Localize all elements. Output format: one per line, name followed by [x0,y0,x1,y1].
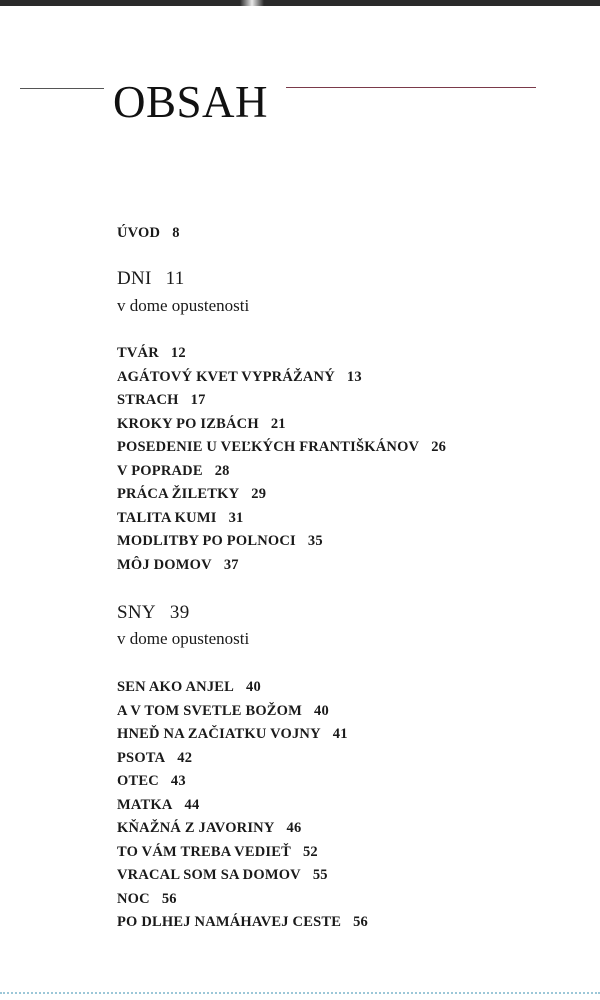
toc-entry-page: 35 [307,533,323,549]
toc-entry-label: HNEĎ NA ZAČIATKU VOJNY [117,726,321,742]
toc-entry [117,798,199,813]
toc-entry-label: TO VÁM TREBA VEDIEŤ [117,843,291,860]
section-subtitle: v dome opustenosti [117,629,250,648]
toc-entry [117,440,446,455]
toc-entry-label: PO DLHEJ NAMÁHAVEJ CESTE [117,914,342,930]
toc-entry [117,370,362,385]
toc-entry [117,487,266,502]
toc-entry-intro [117,226,180,241]
toc-entry-page: 44 [184,796,200,813]
toc-entry [117,774,186,789]
toc-entry-page: 40 [246,679,261,695]
toc-entry-label: POSEDENIE U VEĽKÝCH FRANTIŠKÁNOV [117,439,420,455]
section-label: DNI [117,268,152,289]
section-label: SNY [117,602,156,623]
toc-entry-page: 56 [161,890,177,907]
toc-entry [117,346,186,361]
toc-entry [117,393,206,408]
toc-entry-label: AGÁTOVÝ KVET VYPRÁŽANÝ [117,368,335,385]
toc-entry [117,821,301,836]
toc-entry-page: 13 [346,368,362,385]
title-rule-right [286,87,536,88]
toc-entry-page: 46 [286,820,302,836]
toc-entry-page: 28 [214,462,230,479]
toc-entry [117,727,348,742]
toc-entry-page: 42 [177,749,193,766]
toc-entry-label: V POPRADE [117,462,203,479]
toc-entry [117,511,243,526]
toc-entry-page: 26 [431,439,447,455]
toc-entry-page: 56 [353,914,368,930]
toc-entry [117,558,239,573]
toc-entry [117,680,261,695]
toc-entry [117,892,177,907]
title-rule-left [20,88,104,89]
toc-entry-label: PSOTA [117,749,166,766]
toc-entry-label: TALITA KUMI [117,509,217,526]
toc-entry-label: ÚVOD [117,225,161,241]
toc-entry-page: 40 [314,702,329,719]
toc-entry-page: 43 [170,773,186,789]
toc-entry [117,464,230,479]
section-subtitle: v dome opustenosti [117,296,250,315]
bottom-edge-line [0,992,600,994]
toc-entry-page: 21 [270,415,286,432]
toc-entry-page: 31 [228,509,244,526]
page-title: OBSAH [113,77,269,127]
toc-entry-label: MÔJ DOMOV [117,556,212,573]
toc-entry-page: 52 [302,843,318,860]
toc-entry [117,868,328,883]
toc-entry [117,915,368,930]
toc-entry-page: 37 [223,556,239,573]
toc-entry-page: 55 [312,867,328,883]
toc-entry-page: 8 [172,225,180,241]
toc-entry [117,534,323,549]
toc-entry-label: MODLITBY PO POLNOCI [117,533,296,549]
toc-entry-page: 17 [190,392,206,408]
toc-entry-page: 12 [170,345,186,361]
toc-entry [117,417,286,432]
toc-entry-label: MATKA [117,796,173,813]
toc-entry-label: KŇAŽNÁ Z JAVORINY [117,820,275,836]
toc-entry-label: NOC [117,890,150,907]
toc-entry-label: VRACAL SOM SA DOMOV [117,867,301,883]
section-page: 39 [169,602,190,623]
toc-entry-label: STRACH [117,392,179,408]
toc-entry-label: TVÁR [117,345,159,361]
toc-section-sny [117,603,190,622]
toc-entry-page: 29 [251,486,267,502]
toc-section-dni [117,269,185,288]
toc-entry-page: 41 [332,726,348,742]
toc-entry-label: A V TOM SVETLE BOŽOM [117,702,303,719]
toc-entry [117,751,192,766]
toc-entry-label: KROKY PO IZBÁCH [117,415,259,432]
toc-entry-label: OTEC [117,773,159,789]
toc-entry-label: SEN AKO ANJEL [117,679,235,695]
toc-entry [117,704,329,719]
toc-entry [117,845,318,860]
top-edge-bar [0,0,600,6]
section-page: 11 [165,268,185,289]
toc-entry-label: PRÁCA ŽILETKY [117,486,240,502]
